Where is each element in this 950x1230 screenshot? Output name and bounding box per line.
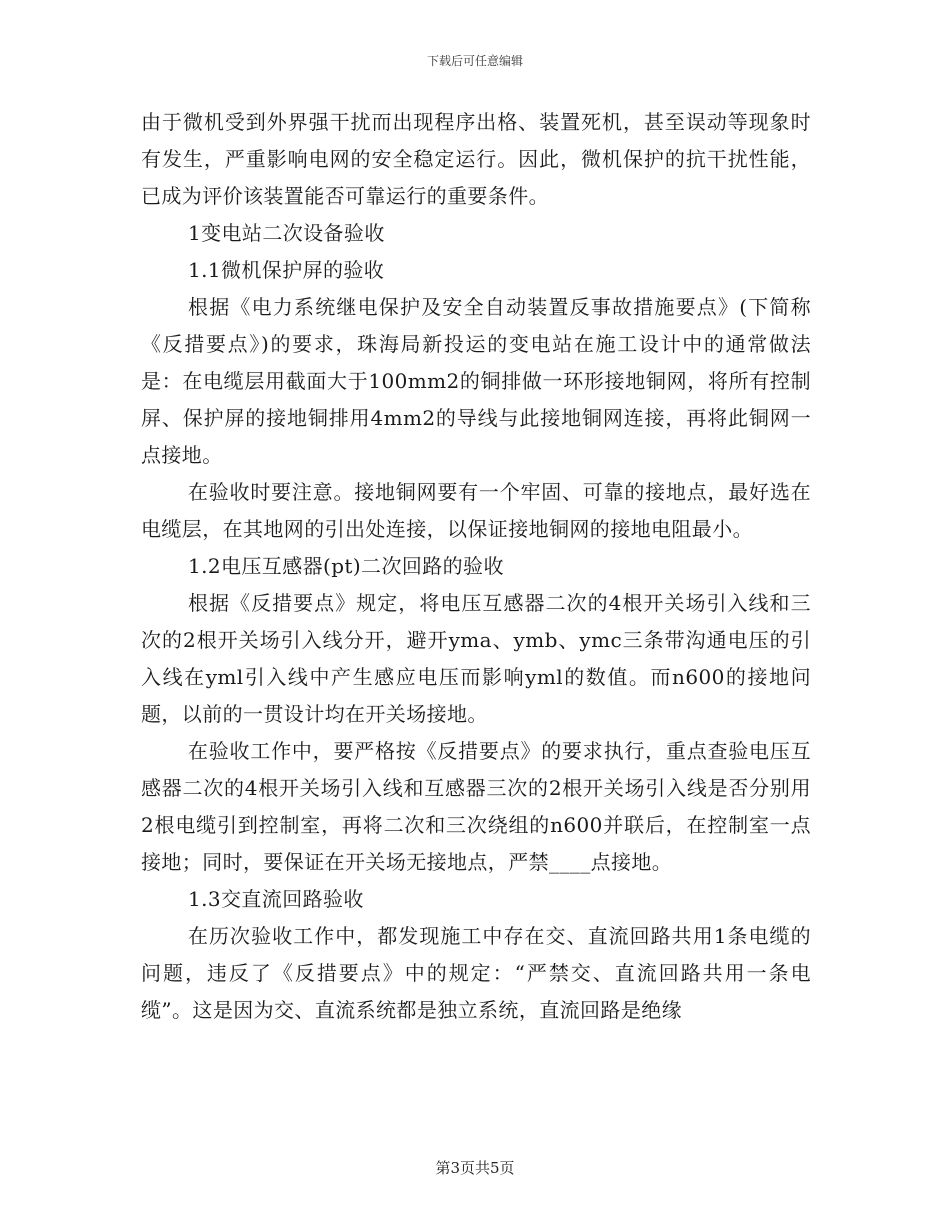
page-header: 下载后可任意编辑: [426, 54, 523, 68]
paragraph-grounding-check: 在验收时要注意。接地铜网要有一个牢固、可靠的接地点，最好选在电缆层，在其地网的引出处连接，以保证接地铜网的接地电阻最小。: [141, 480, 811, 541]
paragraph-pt-rules: 根据《反措要点》规定，将电压互感器二次的4根开关场引入线和三次的2根开关场引入线分开，避开yma、ymb、ymc三条带沟通电压的引入线在yml引入线中产生感应电压而影响yml的数值。而n600的接地问题，以前的一贯设计均在开关场接地。: [141, 591, 811, 726]
section-heading-1-3: 1.3交直流回路验收: [188, 887, 364, 911]
paragraph-pt-acceptance: 在验收工作中，要严格按《反措要点》的要求执行，重点查验电压互感器二次的4根开关场引入线和互感器三次的2根开关场引入线是否分别用2根电缆引到控制室，再将二次和三次绕组的n600并联后，在控制室一点接地；同时，要保证在开关场无接地点，严禁____点接地。: [141, 739, 811, 874]
document-body: [141, 104, 811, 1029]
paragraph-grounding-network: 根据《电力系统继电保护及安全自动装置反事故措施要点》(下简称《反措要点》)的要求，珠海局新投运的变电站在施工设计中的通常做法是：在电缆层用截面大于100mm2的铜排做一环形接地铜网，将所有控制屏、保护屏的接地铜排用4mm2的导线与此接地铜网连接，再将此铜网一点接地。: [141, 295, 811, 467]
section-heading-1-1: 1.1微机保护屏的验收: [188, 258, 385, 282]
paragraph-intro: 由于微机受到外界强干扰而出现程序出格、装置死机，甚至误动等现象时有发生，严重影响电网的安全稳定运行。因此，微机保护的抗干扰性能，已成为评价该装置能否可靠运行的重要条件。: [141, 110, 811, 208]
section-heading-1: 1变电站二次设备验收: [188, 221, 385, 245]
paragraph-ac-dc: 在历次验收工作中，都发现施工中存在交、直流回路共用1条电缆的问题，违反了《反措要点》中的规定：“严禁交、直流回路共用一条电缆”。这是因为交、直流系统都是独立系统，直流回路是绝缘: [141, 924, 811, 1022]
page-number: 第3页共5页: [435, 1159, 515, 1177]
section-heading-1-2: 1.2电压互感器(pt)二次回路的验收: [188, 554, 504, 578]
